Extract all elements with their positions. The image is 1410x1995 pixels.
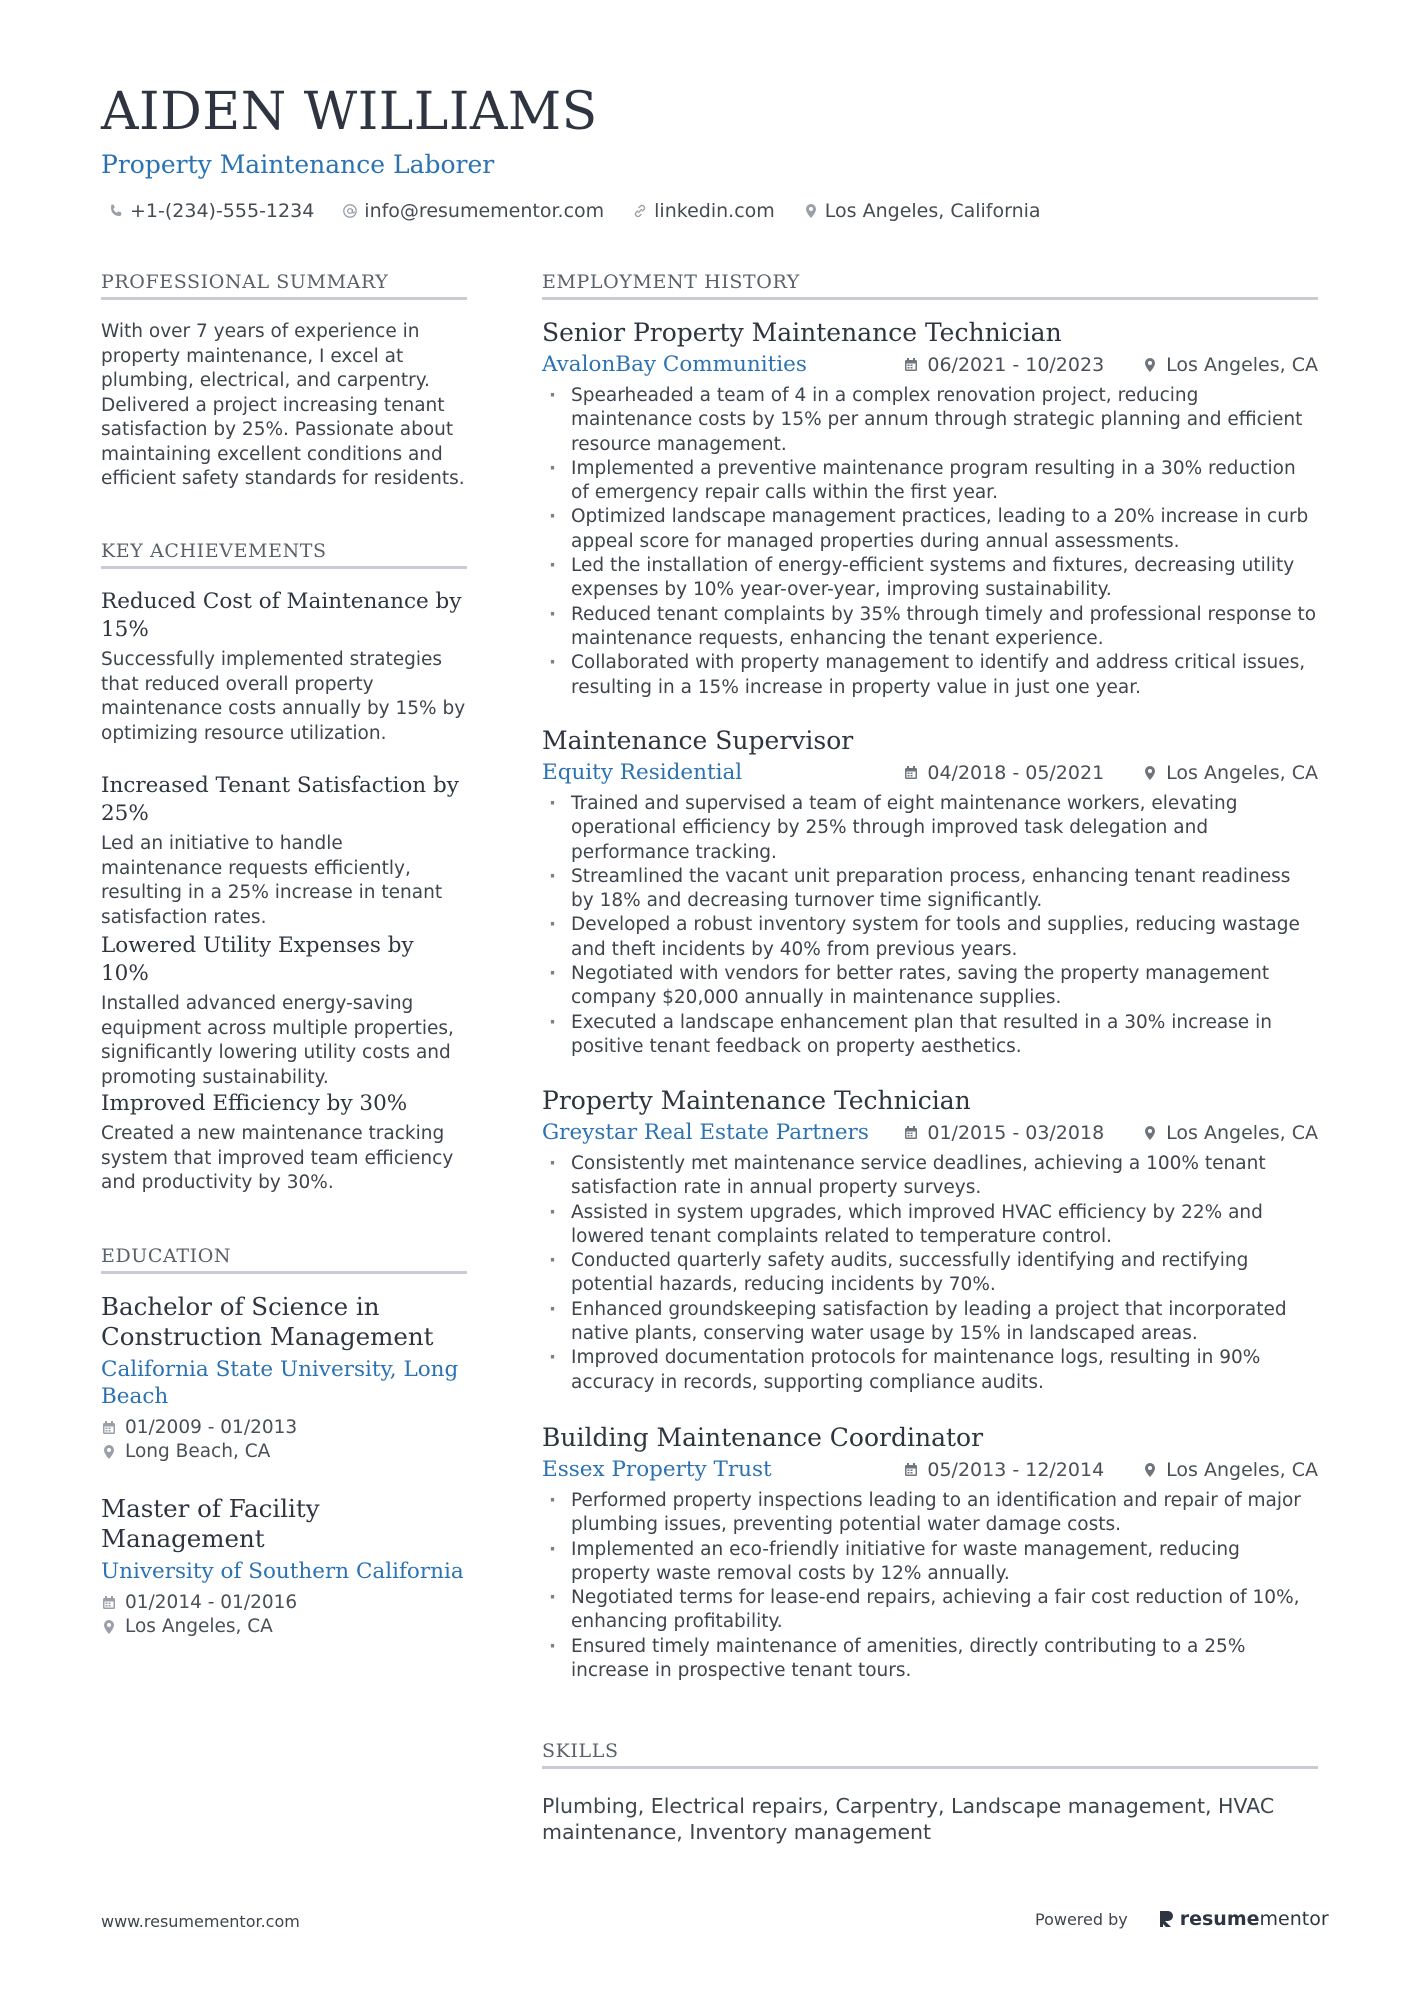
- calendar-icon: [903, 1125, 919, 1141]
- achievement-title: Improved Efficiency by 30%: [101, 1091, 408, 1116]
- brand-name-bold: resume: [1179, 1908, 1260, 1930]
- job-dates-text: 06/2021 - 10/2023: [927, 354, 1105, 376]
- job-dates-text: 05/2013 - 12/2014: [927, 1459, 1105, 1481]
- summary-heading: PROFESSIONAL SUMMARY: [101, 271, 389, 293]
- education-location: [101, 1440, 467, 1464]
- location-pin-icon: [1142, 765, 1158, 781]
- job-title: Senior Property Maintenance Technician: [542, 318, 1062, 347]
- achievements-heading: KEY ACHIEVEMENTS: [101, 540, 327, 562]
- location-pin-icon: [1142, 357, 1158, 373]
- footer-website[interactable]: www.resumementor.com: [101, 1912, 300, 1931]
- achievement-item: [101, 1090, 467, 1196]
- job-bullet: · Streamlined the vacant unit preparation process, enhancing tenant readiness by 18% and decreasing turnover time significantly.: [542, 865, 1318, 914]
- job-bullet: · Collaborated with property management to identify and address critical issues, resulting in a 15% increase in property value in just one year.: [542, 651, 1318, 700]
- job-bullet: · Implemented a preventive maintenance program resulting in a 30% reduction of emergency repair calls within the first year.: [542, 457, 1318, 506]
- education-school: University of Southern California: [101, 1559, 464, 1584]
- job-dates-location: [903, 1122, 1318, 1144]
- contact-phone: [108, 200, 314, 222]
- job-location-text: Los Angeles, CA: [1166, 762, 1318, 784]
- job-dates-location: [903, 354, 1318, 376]
- achievement-desc: Created a new maintenance tracking system that improved team efficiency and productivity by 30%.: [101, 1123, 454, 1193]
- company-name: Essex Property Trust: [542, 1457, 772, 1482]
- company-name: Equity Residential: [542, 760, 743, 785]
- location-pin-icon: [101, 1444, 117, 1460]
- education-dates-text: 01/2014 - 01/2016: [125, 1592, 298, 1613]
- job-dates-text: 04/2018 - 05/2021: [927, 762, 1105, 784]
- job-bullets: [542, 1152, 1318, 1395]
- brand-name-light: mentor: [1259, 1908, 1329, 1930]
- education-dates: [101, 1416, 467, 1440]
- location-pin-icon: [101, 1619, 117, 1635]
- education-location-text: Long Beach, CA: [125, 1441, 271, 1462]
- contact-email: [342, 200, 604, 222]
- achievements-rule: [101, 566, 467, 569]
- email-text: info@resumementor.com: [364, 200, 605, 222]
- job-bullet: · Executed a landscape enhancement plan that resulted in a 30% increase in positive tenant feedback on property aesthetics.: [542, 1011, 1318, 1060]
- job-bullet: · Negotiated terms for lease-end repairs, achieving a fair cost reduction of 10%, enhancing profitability.: [542, 1586, 1318, 1635]
- job-location-text: Los Angeles, CA: [1166, 1459, 1318, 1481]
- achievement-desc: Installed advanced energy-saving equipment across multiple properties, significantly lowering utility costs and promoting sustainability.: [101, 993, 454, 1088]
- job-title: Property Maintenance Technician: [542, 1086, 971, 1115]
- education-location-text: Los Angeles, CA: [125, 1616, 273, 1637]
- education-dates: [101, 1591, 467, 1615]
- achievement-desc: Successfully implemented strategies that reduced overall property maintenance costs annually by 15% by optimizing resource utilization.: [101, 649, 466, 744]
- job-bullet: · Reduced tenant complaints by 35% through timely and professional response to maintenance requests, enhancing the tenant experience.: [542, 603, 1318, 652]
- job-bullet: · Optimized landscape management practices, leading to a 20% increase in curb appeal score for managed properties during annual assessments.: [542, 505, 1318, 554]
- skills-heading: SKILLS: [542, 1740, 619, 1762]
- company-name: Greystar Real Estate Partners: [542, 1120, 869, 1145]
- powered-by-label: Powered by: [1035, 1909, 1128, 1929]
- achievement-title: Lowered Utility Expenses by 10%: [101, 933, 414, 986]
- job-title: Maintenance Supervisor: [542, 726, 854, 755]
- job-bullet: · Spearheaded a team of 4 in a complex renovation project, reducing maintenance costs by 15% per annum through strategic planning and efficient resource management.: [542, 384, 1318, 457]
- calendar-icon: [903, 765, 919, 781]
- job-meta: [542, 1120, 1318, 1150]
- link-icon: [632, 203, 648, 219]
- candidate-role: Property Maintenance Laborer: [101, 150, 495, 179]
- job-location-text: Los Angeles, CA: [1166, 1122, 1318, 1144]
- calendar-icon: [903, 357, 919, 373]
- job-dates-location: [903, 762, 1318, 784]
- candidate-name: AIDEN WILLIAMS: [101, 82, 598, 142]
- job-bullet: · Trained and supervised a team of eight maintenance workers, elevating operational efficiency by 25% through improved task delegation and performance tracking.: [542, 792, 1318, 865]
- job-entry: [542, 1086, 1318, 1395]
- achievement-item: [101, 932, 467, 1090]
- job-entry: [542, 318, 1318, 700]
- achievement-desc: Led an initiative to handle maintenance requests efficiently, resulting in a 25% increase in tenant satisfaction rates.: [101, 833, 443, 928]
- job-bullet: · Implemented an eco-friendly initiative for waste management, reducing property waste removal costs by 12% annually.: [542, 1538, 1318, 1587]
- education-degree: Master of Facility Management: [101, 1494, 320, 1553]
- job-bullet: · Developed a robust inventory system for tools and supplies, reducing wastage and theft incidents by 40% from previous years.: [542, 913, 1318, 962]
- company-name: AvalonBay Communities: [542, 352, 807, 377]
- contact-bar: [108, 200, 1041, 222]
- skills-text: Plumbing, Electrical repairs, Carpentry, Landscape management, HVAC maintenance, Inventory management: [542, 1794, 1275, 1844]
- calendar-icon: [903, 1462, 919, 1478]
- job-meta: [542, 352, 1318, 382]
- summary-text: With over 7 years of experience in property maintenance, I excel at plumbing, electrical, and carpentry. Delivered a project increasing tenant satisfaction by 25%. Passionate about maintaining excellent conditions and efficient safety standards for residents.: [101, 321, 465, 489]
- skills-rule: [542, 1766, 1318, 1769]
- employment-rule: [542, 297, 1318, 300]
- calendar-icon: [101, 1595, 117, 1611]
- achievement-item: [101, 588, 467, 746]
- education-school: California State University, Long Beach: [101, 1357, 459, 1409]
- job-title: Building Maintenance Coordinator: [542, 1423, 984, 1452]
- job-entry: [542, 726, 1318, 1059]
- job-location-text: Los Angeles, CA: [1166, 354, 1318, 376]
- achievement-title: Increased Tenant Satisfaction by 25%: [101, 773, 459, 826]
- calendar-icon: [101, 1420, 117, 1436]
- phone-icon: [108, 203, 124, 219]
- job-dates-location: [903, 1459, 1318, 1481]
- location-pin-icon: [803, 203, 819, 219]
- location-text: Los Angeles, California: [824, 200, 1041, 222]
- job-bullets: [542, 792, 1318, 1059]
- job-bullets: [542, 384, 1318, 700]
- achievement-title: Reduced Cost of Maintenance by 15%: [101, 589, 462, 642]
- job-bullet: · Improved documentation protocols for maintenance logs, resulting in 90% accuracy in records, supporting compliance audits.: [542, 1346, 1318, 1395]
- job-bullet: · Led the installation of energy-efficient systems and fixtures, decreasing utility expenses by 10% year-over-year, improving sustainability.: [542, 554, 1318, 603]
- job-bullets: [542, 1489, 1318, 1683]
- brand-logo[interactable]: [1158, 1908, 1329, 1930]
- achievement-item: [101, 772, 467, 930]
- contact-linkedin: [632, 200, 775, 222]
- job-bullet: · Enhanced groundskeeping satisfaction by leading a project that incorporated native plants, conserving water usage by 15% in landscaped areas.: [542, 1298, 1318, 1347]
- job-bullet: · Ensured timely maintenance of amenities, directly contributing to a 25% increase in prospective tenant tours.: [542, 1635, 1318, 1684]
- job-bullet: · Consistently met maintenance service deadlines, achieving a 100% tenant satisfaction rate in annual property surveys.: [542, 1152, 1318, 1201]
- education-item: [101, 1494, 467, 1639]
- education-dates-text: 01/2009 - 01/2013: [125, 1417, 298, 1438]
- job-bullet: · Negotiated with vendors for better rates, saving the property management company $20,000 annually in maintenance supplies.: [542, 962, 1318, 1011]
- education-rule: [101, 1271, 467, 1274]
- education-degree: Bachelor of Science in Construction Management: [101, 1292, 434, 1351]
- education-item: [101, 1292, 467, 1464]
- brand-mark-icon: [1158, 1909, 1176, 1929]
- education-heading: EDUCATION: [101, 1245, 232, 1267]
- job-bullet: · Performed property inspections leading to an identification and repair of major plumbing issues, preventing potential water damage costs.: [542, 1489, 1318, 1538]
- linkedin-text: linkedin.com: [654, 200, 775, 222]
- job-entry: [542, 1423, 1318, 1683]
- location-pin-icon: [1142, 1462, 1158, 1478]
- contact-location: [803, 200, 1041, 222]
- job-meta: [542, 1457, 1318, 1487]
- employment-heading: EMPLOYMENT HISTORY: [542, 271, 800, 293]
- education-location: [101, 1615, 467, 1639]
- footer-powered: [1035, 1908, 1329, 1930]
- job-bullet: · Conducted quarterly safety audits, successfully identifying and rectifying potential hazards, reducing incidents by 70%.: [542, 1249, 1318, 1298]
- job-bullet: · Assisted in system upgrades, which improved HVAC efficiency by 22% and lowered tenant complaints related to temperature control.: [542, 1201, 1318, 1250]
- at-icon: [342, 203, 358, 219]
- summary-rule: [101, 297, 467, 300]
- phone-text: +1-(234)-555-1234: [130, 200, 315, 222]
- job-meta: [542, 760, 1318, 790]
- location-pin-icon: [1142, 1125, 1158, 1141]
- job-dates-text: 01/2015 - 03/2018: [927, 1122, 1105, 1144]
